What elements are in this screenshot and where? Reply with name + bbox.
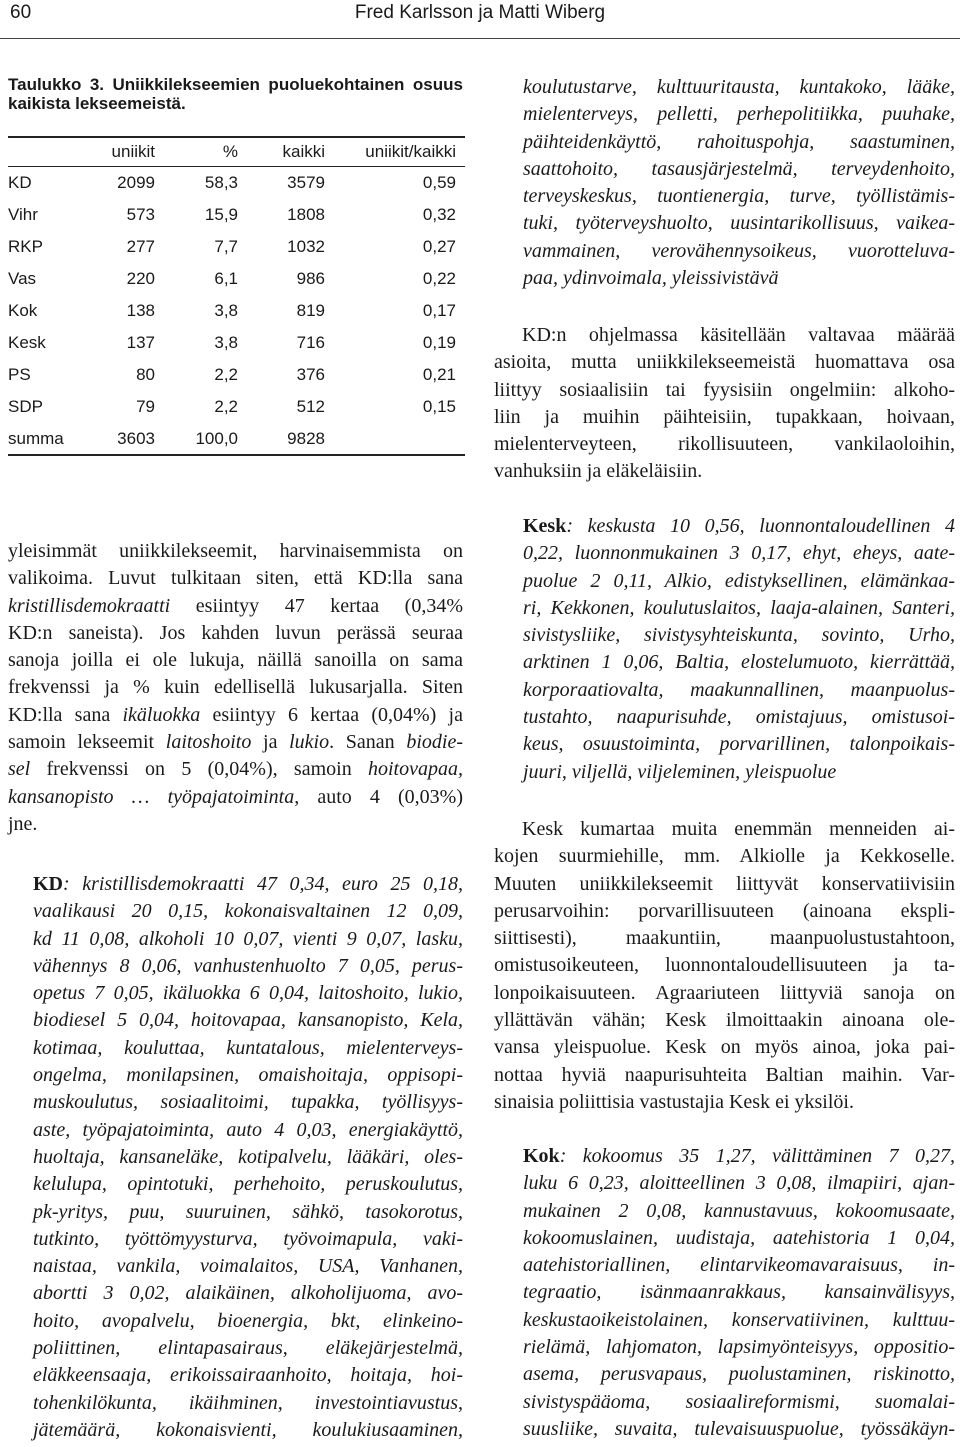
italic-text: lukio: [289, 731, 330, 754]
table-cell: 15,9: [204, 205, 238, 224]
text-line: nottaa hyviä naapurisuhteita Baltian maihin. Var-: [494, 1063, 955, 1086]
text-line: KD:n saneista). Jos kahden luvun perässä seuraa: [8, 621, 463, 644]
table-row-label: Kok: [8, 301, 38, 320]
table-cell: 0,21: [422, 365, 456, 384]
table-cell: 7,7: [214, 237, 238, 256]
text-line: sivistysliike, sivistysyhteiskunta, sovinto, Urho,: [523, 624, 955, 647]
table-row-label: PS: [8, 365, 31, 384]
table-cell: 1032: [287, 237, 325, 256]
page-number: 60: [10, 2, 32, 23]
text-line: vammainen, verovähennysoikeus, vuorotteluva-: [523, 239, 955, 262]
text-line: suusliike, suvaita, tulevaisuuspuolue, työssäkäyn-: [523, 1417, 955, 1440]
text-line: kaikista lekseemeistä.: [8, 94, 186, 113]
text-line: vansa yleispuolue. Kesk on myös ainoa, joka pai-: [494, 1036, 955, 1059]
text-line: rielämä, lahjomaton, lapsimyönteisyys, oppositio-: [523, 1336, 955, 1359]
table-cell: 986: [296, 269, 325, 288]
text-line: kotimaa, kouluttaa, kuntatalous, mielenterveys-: [33, 1036, 463, 1059]
table-row-label: SDP: [8, 397, 43, 416]
table-cell: 3,8: [214, 301, 238, 320]
text-line: abortti 3 0,02, alaikäinen, alkoholijuoma, avo-: [33, 1282, 463, 1305]
text-line: liittyy sosiaalisiin tai fyysisiin ongelmiin: alkoho-: [494, 378, 955, 401]
table-row-label: RKP: [8, 237, 43, 256]
table-cell: 6,1: [214, 269, 238, 288]
text-line: luku 6 0,23, aloitteellinen 3 0,08, ilmapiiri, ajan-: [523, 1172, 955, 1195]
text-line: mielenterveys, pelletti, perhepolitiikka, puuhake,: [523, 103, 955, 126]
table-cell: 0,59: [422, 173, 456, 192]
text-line: mukainen 2 0,08, kannustavuus, kokoomusaate,: [523, 1199, 955, 1222]
table-cell: 137: [126, 333, 155, 352]
table-row: [8, 295, 456, 327]
text-line: saattohoito, tasausjärjestelmä, terveydenhoito,: [523, 157, 955, 180]
text-line: ri, Kekkonen, koulutuslaitos, laaja-alainen, Santeri,: [523, 596, 955, 619]
text-segment: frekvenssi on 5 (0,04%), samoin: [30, 758, 368, 781]
table-cell: 819: [296, 301, 325, 320]
table-cell: 0,27: [422, 237, 456, 256]
text-line: [523, 1143, 955, 1170]
table-cell: 9828: [287, 429, 325, 448]
word-list-continuation: [523, 74, 955, 292]
table-cell: 79: [136, 397, 155, 416]
table-row: [8, 231, 456, 263]
text-line: terveyskeskus, tuontienergia, turve, työllistämis-: [523, 185, 955, 208]
text-line: frekvenssi ja % kuin edellisellä lukusarjalla. Siten: [8, 676, 463, 699]
text-segment: samoin lekseemit: [8, 731, 166, 754]
text-line: perusarvoihin: porvarillisuuteen (ainoana ekspli-: [494, 899, 955, 922]
party-label: Kok: [523, 1145, 560, 1167]
text-line: yllättävän vähän; Kesk ilmoittaakin ainoana ole-: [494, 1009, 955, 1032]
text-line: omistusoikeuteen, luonnontaloudellisuuteen ja ta-: [494, 954, 955, 977]
table-cell: 0,32: [422, 205, 456, 224]
table-column-header: %: [222, 142, 238, 161]
text-line: hoito, avopalvelu, bioenergia, bkt, elinkeino-: [33, 1309, 463, 1332]
text-segment: : keskusta 10 0,56, luonnontaloudellinen 4: [566, 515, 955, 537]
text-line: kd 11 0,08, alkoholi 10 0,07, vienti 9 0,07, lasku,: [33, 927, 463, 950]
text-line: [8, 756, 463, 783]
table-row-label: Vas: [8, 269, 37, 288]
table-body: [8, 167, 456, 455]
italic-text: laitoshoito: [165, 731, 252, 754]
text-line: kelulupa, opintotuki, perhehoito, peruskoulutus,: [33, 1173, 463, 1196]
italic-text: kristillisdemokraatti: [8, 594, 171, 617]
table-row: [8, 359, 456, 391]
italic-text: hoitovapaa,: [368, 758, 463, 781]
italic-text: ikäluokka: [122, 703, 201, 726]
text-line: vaalikausi 20 0,15, kokonaisvaltainen 12 0,09,: [33, 900, 463, 923]
text-line: kojen suurmiehille, mm. Alkiolle ja Kekkoselle.: [494, 845, 955, 868]
table-row: [8, 167, 456, 199]
text-line: liin ja muihin päihteisiin, tupakkaan, hoivaan,: [494, 405, 955, 428]
table-cell: 2099: [117, 173, 155, 192]
text-line: Kesk kumartaa muita enemmän menneiden ai-: [522, 818, 955, 840]
table-cell: 3603: [117, 429, 155, 448]
text-line: tohenkilökunta, ikäihminen, investointiavustus,: [33, 1391, 463, 1414]
text-segment: : kristillisdemokraatti 47 0,34, euro 25 0,18,: [63, 873, 463, 895]
table-row: [8, 263, 456, 295]
text-line: Muuten uniikkilekseemit liittyvät konservatiivisiin: [494, 872, 955, 895]
table-row: [8, 391, 456, 423]
text-line: vähennys 8 0,06, vanhustenhuolto 7 0,05, perus-: [33, 954, 463, 977]
table-cell: 2,2: [214, 365, 238, 384]
text-line: naistaa, vankila, voimalaitos, USA, Vanhanen,: [33, 1255, 463, 1278]
text-line: pk-yritys, puu, suuruinen, sähkö, tasokorotus,: [33, 1200, 463, 1223]
text-line: jne.: [8, 812, 38, 835]
kesk-word-list: [523, 513, 955, 786]
text-line: päihteidenkäyttö, rahoituspohja, saastuminen,: [523, 130, 955, 153]
table-cell: 0,19: [422, 333, 456, 352]
kd-word-list: [33, 871, 463, 1444]
text-line: [8, 593, 463, 620]
table-row: [8, 199, 456, 231]
table-column-header: uniikit: [111, 142, 155, 161]
table-column-header: uniikit/kaikki: [365, 142, 456, 161]
table-cell: 138: [126, 301, 155, 320]
text-line: asema, perusvapaus, puolustaminen, riskinotto,: [523, 1363, 955, 1386]
table-cell: 3,8: [214, 333, 238, 352]
text-line: ongelma, monilapsinen, omaishoitaja, oppisopi-: [33, 1064, 463, 1087]
table-cell: [325, 423, 456, 455]
table-column-header: kaikki: [282, 142, 325, 161]
text-line: keus, osuustoiminta, porvarillinen, talonpoikais-: [523, 733, 955, 756]
text-line: kokoomuslainen, uudistaja, aatehistoria 1 0,04,: [523, 1226, 955, 1249]
table-cell: 277: [126, 237, 155, 256]
text-line: biodiesel 5 0,04, hoitovapaa, kansanopisto, Kela,: [33, 1009, 463, 1032]
text-line: korporaatiovalta, maakunnallinen, maanpuolus-: [523, 678, 955, 701]
party-label: KD: [33, 873, 63, 895]
text-line: [8, 784, 463, 811]
text-segment: . Sanan: [329, 731, 407, 754]
table-row: [8, 327, 456, 359]
text-line: aste, työpajatoiminta, auto 4 0,03, energiakäyttö,: [33, 1118, 463, 1141]
text-line: 0,22, luonnonmukainen 3 0,17, ehyt, eheys, aate-: [523, 542, 955, 565]
left-paragraph: [8, 538, 463, 838]
text-line: valikoima. Luvut tulkitaan siten, että KD:lla sana: [8, 567, 463, 590]
text-segment: , auto 4 (0,03%): [294, 785, 463, 808]
text-line: mielenterveyteen, rikollisuuteen, vankilaoloihin,: [494, 433, 955, 456]
text-line: yleisimmät uniikkilekseemit, harvinaisemmista on: [8, 540, 463, 562]
table-row-label: Vihr: [8, 205, 38, 224]
table-row-label: Kesk: [8, 333, 46, 352]
text-segment: ja: [251, 731, 290, 754]
text-line: huoltaja, kansaneläke, kotipalvelu, lääkäri, oles-: [33, 1145, 463, 1168]
text-line: jätemäärä, kokonaisvienti, koulukiusaaminen,: [33, 1418, 463, 1441]
kok-word-list: [523, 1143, 955, 1443]
text-segment: esiintyy 47 kertaa (0,34%: [170, 594, 463, 617]
header-rule: [0, 38, 960, 39]
text-line: koulutustarve, kulttuuritausta, kuntakoko, lääke,: [523, 76, 955, 98]
text-line: asioita, mutta uniikkilekseemeistä huomattava osa: [494, 351, 955, 374]
table-row-label: summa: [8, 429, 64, 448]
table-cell: 220: [126, 269, 155, 288]
table-cell: 573: [126, 205, 155, 224]
text-line: poliittinen, elintapasairaus, eläkejärjestelmä,: [33, 1337, 463, 1360]
text-line: paa, ydinvoimala, yleissivistävä: [523, 267, 779, 290]
table-row-label: KD: [8, 173, 32, 192]
table-cell: 0,15: [422, 397, 456, 416]
text-line: KD:n ohjelmassa käsitellään valtavaa määrää: [522, 324, 955, 346]
text-line: opetus 7 0,05, ikäluokka 6 0,04, laitoshoito, lukio,: [33, 982, 463, 1005]
table-header-stub: [8, 138, 108, 166]
table-row: [8, 423, 456, 455]
text-line: tutkinto, työttömyysturva, työvoimapula, vaki-: [33, 1227, 463, 1250]
text-line: tuki, työterveyshuolto, uusintarikollisuus, vaikea-: [523, 212, 955, 235]
kesk-commentary-paragraph: [494, 816, 955, 1116]
text-line: aatehistoriallinen, elintarvikeomavaraisuus, in-: [523, 1254, 955, 1277]
text-line: keskustaoikeistolainen, konservatiivinen, kulttuu-: [523, 1308, 955, 1331]
table-bottom-rule: [8, 454, 465, 456]
table-cell: 100,0: [195, 429, 238, 448]
table-cell: 0,22: [422, 269, 456, 288]
italic-text: sel: [8, 758, 31, 781]
text-line: [523, 513, 955, 540]
table-cell: 0,17: [422, 301, 456, 320]
text-line: puolue 2 0,11, Alkio, edistyksellinen, elämänkaa-: [523, 569, 955, 592]
table-cell: 2,2: [214, 397, 238, 416]
text-line: arktinen 1 0,06, Baltia, elostelumuoto, kierrättää,: [523, 651, 955, 674]
text-segment: esiintyy 6 kertaa (0,04%) ja: [200, 703, 463, 726]
table-cell: 716: [296, 333, 325, 352]
text-line: siittisesti), maakuntiin, maanpuolustustahtoon,: [494, 927, 955, 950]
table-header-row: [8, 138, 456, 166]
text-line: juuri, viljellä, viljeleminen, yleispuolue: [523, 760, 837, 783]
party-label: Kesk: [523, 515, 567, 537]
text-line: vanhuksiin ja eläkeläisiin.: [494, 460, 703, 483]
italic-text: kansanopisto … työpajatoiminta: [8, 785, 295, 808]
text-line: Taulukko 3. Uniikkilekseemien puoluekohtainen osuus: [8, 75, 463, 94]
italic-text: biodie-: [406, 731, 463, 754]
kd-commentary-paragraph: [494, 322, 955, 486]
text-line: sinaisia poliittisia vastustajia Kesk ei yksilöi.: [494, 1090, 854, 1113]
text-line: tegraatio, isänmaanrakkaus, kansainvälisyys,: [523, 1281, 955, 1304]
text-line: muskoulutus, sosiaalitoimi, tupakka, työllisyys-: [33, 1091, 463, 1114]
table-cell: 512: [296, 397, 325, 416]
text-line: [8, 729, 463, 756]
text-line: sanoja joilla ei ole lukuja, näillä sanoilla on sama: [8, 649, 463, 672]
text-line: lonpoikaisuuteen. Agraariuteen liittyviä sanoja on: [494, 981, 955, 1004]
text-line: tustahto, naapurisuhde, omistajuus, omistusoi-: [523, 706, 955, 729]
text-line: [33, 871, 463, 898]
text-line: sivistyspääoma, sosiaalireformismi, suomalai-: [523, 1390, 955, 1413]
table-cell: 80: [136, 365, 155, 384]
table-cell: 3579: [287, 173, 325, 192]
table-cell: 376: [296, 365, 325, 384]
running-head: Fred Karlsson ja Matti Wiberg: [354, 2, 606, 23]
table-cell: 1808: [287, 205, 325, 224]
table-cell: 58,3: [204, 173, 238, 192]
text-line: [8, 702, 463, 729]
text-segment: KD:lla sana: [8, 703, 123, 726]
table-caption: [8, 75, 463, 113]
text-line: eläkkeensaaja, erikoissairaanhoito, hoitaja, hoi-: [33, 1364, 463, 1387]
text-segment: : kokoomus 35 1,27, välittäminen 7 0,27,: [559, 1145, 955, 1167]
